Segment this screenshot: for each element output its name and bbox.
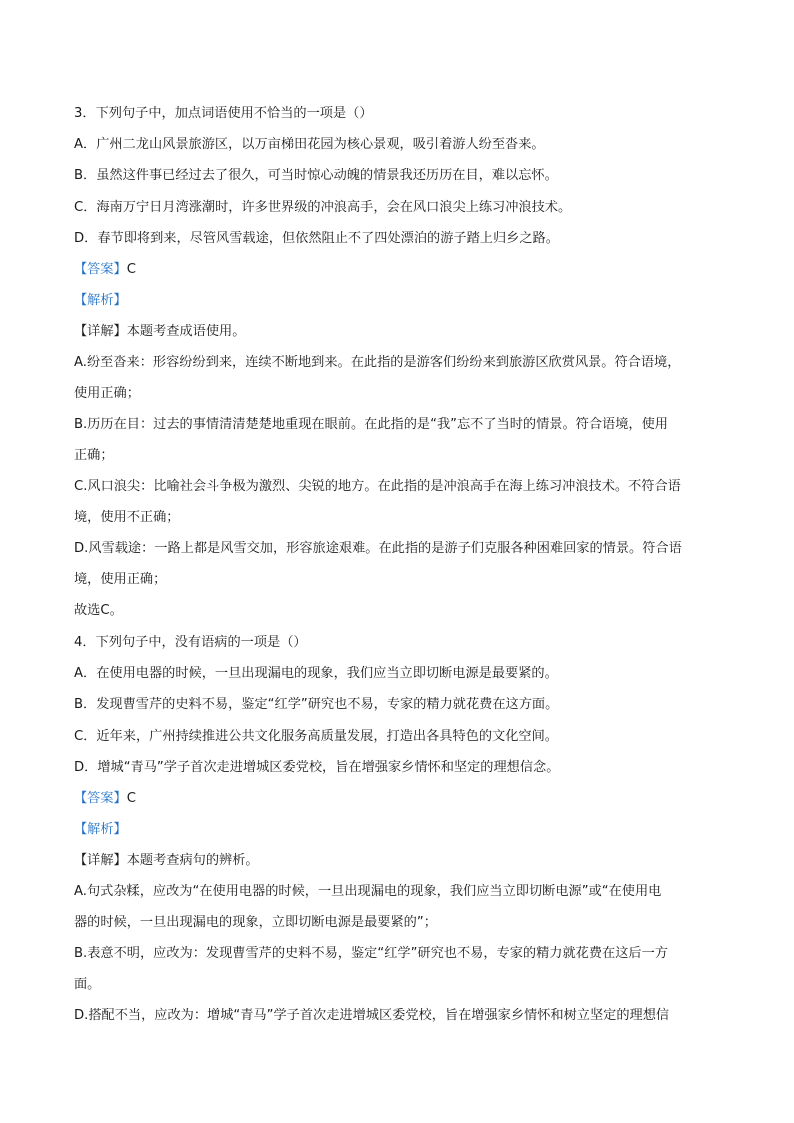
question-3-option-c: C．海南万宁日月湾涨潮时，许多世界级的冲浪高手，会在风口浪尖上练习冲浪技术。	[74, 200, 572, 215]
question-3-detail-line: A.纷至沓来：形容纷纷到来，连续不断地到来。在此指的是游客们纷纷来到旅游区欣赏风景。符合语境，	[74, 355, 681, 370]
question-3-stem: 3．下列句子中，加点词语使用不恰当的一项是（）	[74, 106, 373, 121]
question-3-detail-line: 使用正确；	[74, 386, 140, 401]
answer-value: C	[126, 262, 136, 277]
question-4-detail-line: 面。	[74, 977, 101, 992]
question-3-option-b: B．虽然这件事已经过去了很久，可当时惊心动魄的情景我还历历在目，难以忘怀。	[74, 168, 558, 183]
question-4-option-c: C．近年来，广州持续推进公共文化服务高质量发展，打造出各具特色的文化空间。	[74, 729, 558, 744]
question-3-detail-line: 境，使用不正确；	[74, 510, 180, 525]
question-3-detail-line: 境，使用正确；	[74, 572, 167, 587]
question-3-detail-line: C.风口浪尖：比喻社会斗争极为激烈、尖锐的地方。在此指的是冲浪高手在海上练习冲浪技术。不符合语	[74, 479, 681, 494]
question-4-detail-line: B.表意不明，应改为：发现曹雪芹的史料不易，鉴定“红学”研究也不易，专家的精力就花费在这后一方	[74, 946, 668, 961]
question-4-analysis-tag: 【解析】	[74, 822, 127, 837]
question-4-stem: 4．下列句子中，没有语病的一项是（）	[74, 635, 307, 650]
question-3-detail-line: D.风雪载途：一路上都是风雪交加，形容旅途艰难。在此指的是游子们克服各种困难回家的情景。符合语	[74, 541, 682, 556]
answer-tag: 【答案】	[74, 262, 127, 277]
question-4-detail-line: D.搭配不当，应改为：增城“青马”学子首次走进增城区委党校，旨在增强家乡情怀和树立坚定的理想信	[74, 1008, 670, 1023]
question-3-analysis-tag: 【解析】	[74, 293, 127, 308]
answer-value: C	[126, 791, 136, 806]
question-3-answer	[74, 260, 724, 280]
question-4-answer	[74, 789, 724, 809]
question-3-conclusion: 故选C。	[74, 603, 123, 618]
question-3-option-d: D．春节即将到来，尽管风雪载途，但依然阻止不了四处漂泊的游子踏上归乡之路。	[74, 231, 559, 246]
question-4-option-a: A．在使用电器的时候，一旦出现漏电的现象，我们应当立即切断电源是最要紧的。	[74, 666, 558, 681]
question-3-detail-line: B.历历在目：过去的事情清清楚楚地重现在眼前。在此指的是“我”忘不了当时的情景。符合语境，使用	[74, 417, 668, 432]
question-4-detail-line: 器的时候，一旦出现漏电的现象，立即切断电源是最要紧的”；	[74, 915, 437, 930]
answer-tag: 【答案】	[74, 791, 127, 806]
question-4-option-b: B．发现曹雪芹的史料不易，鉴定“红学”研究也不易，专家的精力就花费在这方面。	[74, 697, 559, 712]
question-4-option-d: D．增城“青马”学子首次走进增城区委党校，旨在增强家乡情怀和坚定的理想信念。	[74, 760, 560, 775]
question-3-detail-line: 【详解】本题考查成语使用。	[74, 324, 246, 339]
question-3-detail-line: 正确；	[74, 448, 114, 463]
question-4-detail-line: A.句式杂糅，应改为“在使用电器的时候，一旦出现漏电的现象，我们应当立即切断电源”或“在使用电	[74, 884, 662, 899]
question-3-option-a: A．广州二龙山风景旅游区，以万亩梯田花园为核心景观，吸引着游人纷至沓来。	[74, 137, 545, 152]
question-4-detail-line: 【详解】本题考查病句的辨析。	[74, 853, 259, 868]
